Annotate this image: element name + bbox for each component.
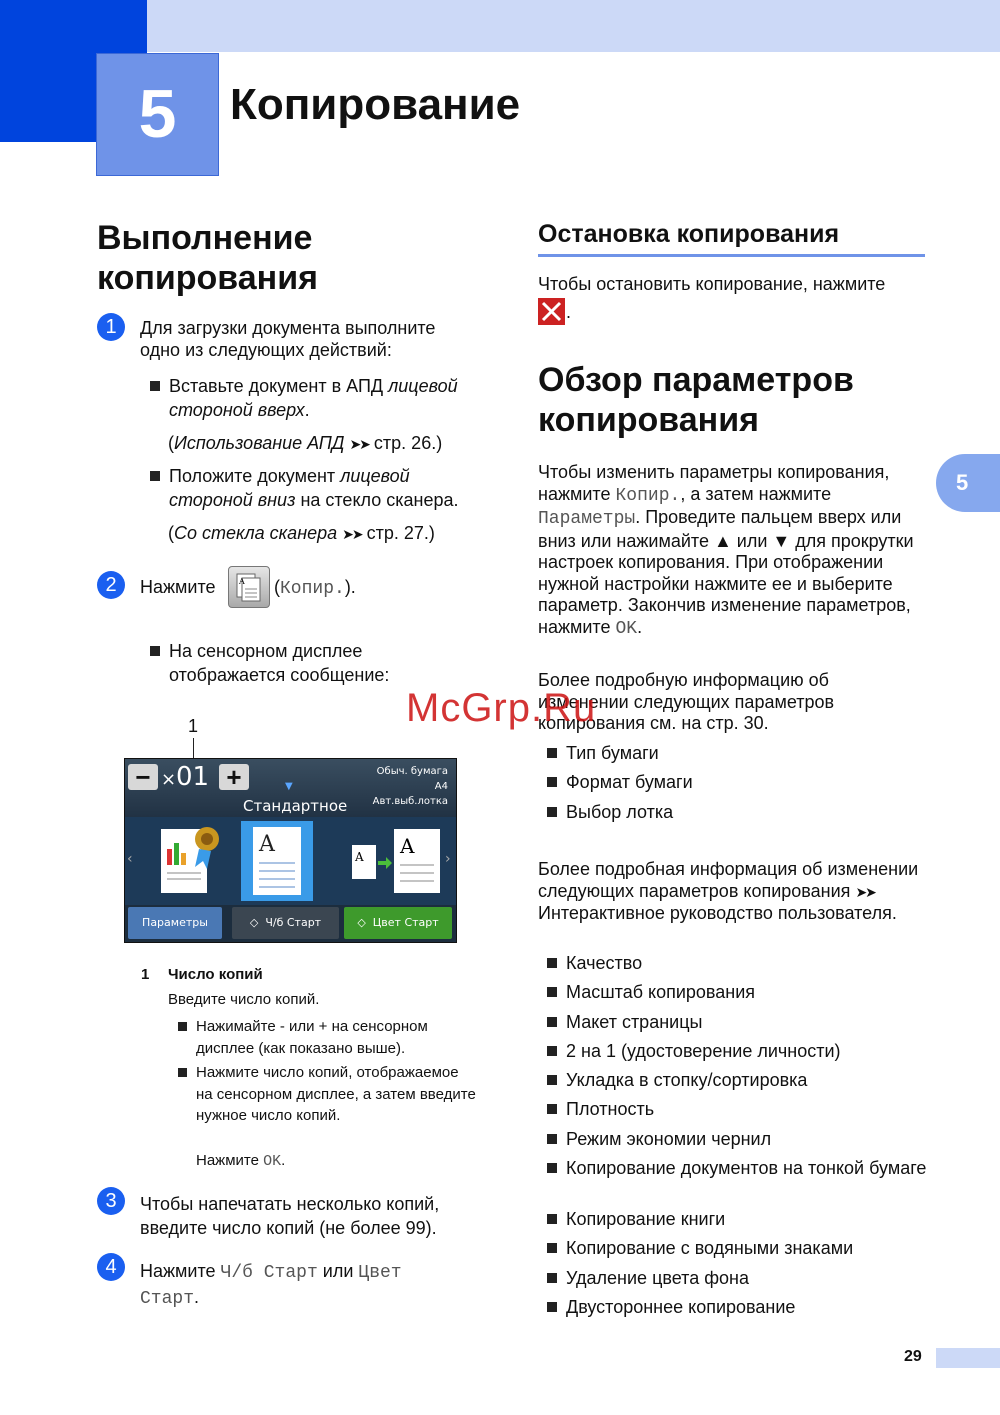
bullet-square xyxy=(547,987,557,997)
note-bullet-1: Нажимайте - или + на сенсорном дисплее (как показано выше). xyxy=(178,1016,478,1059)
down-arrow-icon: ▼ xyxy=(285,781,293,792)
list-item xyxy=(547,1128,927,1157)
options-button[interactable]: Параметры xyxy=(128,907,222,939)
step-number-1: 1 xyxy=(97,313,125,341)
watermark: McGrp.Ru xyxy=(406,686,597,730)
list-item xyxy=(547,1069,927,1098)
footer-bar xyxy=(936,1348,1000,1368)
bw-start-button[interactable]: ◇ Ч/б Старт xyxy=(232,907,339,939)
list-item-label: Режим экономии чернил xyxy=(566,1128,772,1149)
list-item-label: Качество xyxy=(566,953,643,973)
copy-icon xyxy=(228,566,270,608)
list-item xyxy=(547,801,693,830)
multiply-sign: × xyxy=(161,769,177,790)
stop-copy-heading: Остановка копирования xyxy=(538,220,840,248)
step-number-4: 4 xyxy=(97,1253,125,1281)
note-text: Введите число копий. xyxy=(168,991,320,1008)
color-start-button[interactable]: ◇ Цвет Старт xyxy=(344,907,452,939)
chevron-left-icon[interactable]: ‹ xyxy=(127,851,133,867)
stop-period: . xyxy=(566,302,572,322)
list-item xyxy=(547,1157,927,1208)
overview-heading: Обзор параметров копирования xyxy=(538,361,854,439)
svg-text:A: A xyxy=(400,834,415,858)
note-number: 1 xyxy=(141,966,150,983)
copy-mode-label: Стандартное xyxy=(243,797,348,815)
list-item xyxy=(547,981,927,1010)
bullet-square xyxy=(547,1075,557,1085)
step1-ref-glass: (Со стекла сканера ➤➤ стр. 27.) xyxy=(168,523,435,543)
step2-press: Нажмите xyxy=(140,577,216,597)
step-number-2: 2 xyxy=(97,571,125,599)
section-heading-copying: Выполнение копирования xyxy=(97,219,318,297)
chapter-title: Копирование xyxy=(230,80,521,129)
bullet-square xyxy=(547,1302,557,1312)
page-number: 29 xyxy=(904,1348,922,1365)
list-item-label: Копирование с водяными знаками xyxy=(566,1238,854,1259)
list-item xyxy=(547,952,927,981)
step1-bullet-glass: Положите документ лицевой стороной вниз на стекло сканера. xyxy=(150,464,490,512)
more-info-1: Более подробную информацию об изменении следующих параметров копирования см. на стр. 30. xyxy=(538,670,835,733)
bullet-square xyxy=(547,1273,557,1283)
copy-count[interactable]: 01 xyxy=(176,762,210,792)
svg-text:A: A xyxy=(239,577,245,586)
settings-list-2 xyxy=(547,952,927,1325)
step2-bullet: На сенсорном дисплее отображается сообщение: xyxy=(150,639,450,687)
overview-text: Чтобы изменить параметры копирования, нажмите Копир., а затем нажмите Параметры. Проведите пальцем вверх или вниз или нажимайте ▲ или ▼ для прокрутки настроек копирования. При отображении нужной настройки нажмите ее и выберите параметр. Закончив изменение параметров, нажмите OK. xyxy=(538,462,914,639)
touchscreen-display xyxy=(124,758,457,943)
bullet-square xyxy=(547,958,557,968)
list-item xyxy=(547,771,693,800)
plus-button[interactable]: + xyxy=(219,764,249,790)
list-item xyxy=(547,1011,927,1040)
minus-button[interactable]: − xyxy=(128,764,158,790)
list-item-label: Тип бумаги xyxy=(566,743,659,763)
list-item xyxy=(547,742,693,771)
step1-bullet-adf: Вставьте документ в АПД лицевой стороной вверх. xyxy=(150,374,490,422)
list-item xyxy=(547,1267,927,1296)
callout-number: 1 xyxy=(188,716,199,736)
heading-underline xyxy=(538,254,925,257)
step-number-3: 3 xyxy=(97,1187,125,1215)
svg-text:A: A xyxy=(355,850,364,864)
list-item-label: Макет страницы xyxy=(566,1011,703,1032)
step1-text: Для загрузки документа выполните одно из следующих действий: xyxy=(140,318,436,360)
list-item-label: Формат бумаги xyxy=(566,772,693,793)
list-item-label: Двустороннее копирование xyxy=(566,1296,796,1317)
chevron-right-icon[interactable]: › xyxy=(445,851,451,867)
bullet-square xyxy=(547,1046,557,1056)
list-item xyxy=(547,1098,927,1127)
list-item-label: Удаление цвета фона xyxy=(566,1267,749,1288)
list-item-label: Укладка в стопку/сортировка xyxy=(566,1070,808,1091)
step4-text: Нажмите Ч/б Старт или Цвет Старт. xyxy=(140,1261,402,1309)
chapter-side-tab[interactable]: 5 xyxy=(936,454,1000,512)
stop-copy-text: Чтобы остановить копирование, нажмите xyxy=(538,274,886,294)
bullet-square xyxy=(547,777,557,787)
bullet-square xyxy=(547,1243,557,1253)
note-press-ok: Нажмите OK. xyxy=(196,1152,286,1170)
preset-standard-tile[interactable] xyxy=(241,821,313,901)
header-bar xyxy=(147,0,1000,52)
list-item xyxy=(547,1237,927,1266)
list-item-label: Плотность xyxy=(566,1099,655,1120)
list-item-label: Выбор лотка xyxy=(566,801,674,822)
stop-icon xyxy=(538,298,565,325)
bullet-square xyxy=(547,748,557,758)
list-item-label: 2 на 1 (удостоверение личности) xyxy=(566,1040,841,1061)
bullet-square xyxy=(547,1163,557,1173)
preset-quality-tile[interactable] xyxy=(155,821,227,901)
list-item-label: Копирование документов на тонкой бумаге xyxy=(566,1158,927,1179)
more-info-2: Более подробная информация об изменении следующих параметров копирования ➤➤ Интерактивное руководство пользователя. xyxy=(538,859,919,923)
bullet-square xyxy=(547,807,557,817)
svg-text:A: A xyxy=(259,832,275,857)
step1-ref-adf: (Использование АПД ➤➤ стр. 26.) xyxy=(168,433,443,453)
list-item-label: Масштаб копирования xyxy=(566,982,756,1003)
chapter-number: 5 xyxy=(96,53,219,176)
bullet-square xyxy=(547,1214,557,1224)
bullet-square xyxy=(547,1017,557,1027)
list-item xyxy=(547,1208,927,1237)
note-bullet-2: Нажмите число копий, отображаемое на сенсорном дисплее, а затем введите нужное число копий. xyxy=(178,1062,478,1127)
settings-list-1 xyxy=(547,742,693,830)
paper-settings: Обыч. бумага A4 Авт.выб.лотка xyxy=(372,766,448,807)
step3-text: Чтобы напечатать несколько копий, введите число копий (не более 99). xyxy=(140,1194,440,1238)
bullet-square xyxy=(547,1134,557,1144)
note-title: Число копий xyxy=(168,966,263,983)
list-item xyxy=(547,1296,927,1325)
preset-2in1-tile[interactable] xyxy=(350,821,446,901)
list-item xyxy=(547,1040,927,1069)
bullet-square xyxy=(547,1104,557,1114)
list-item-label: Копирование книги xyxy=(566,1209,726,1230)
step2-copy-label: (Копир.). xyxy=(274,577,356,599)
